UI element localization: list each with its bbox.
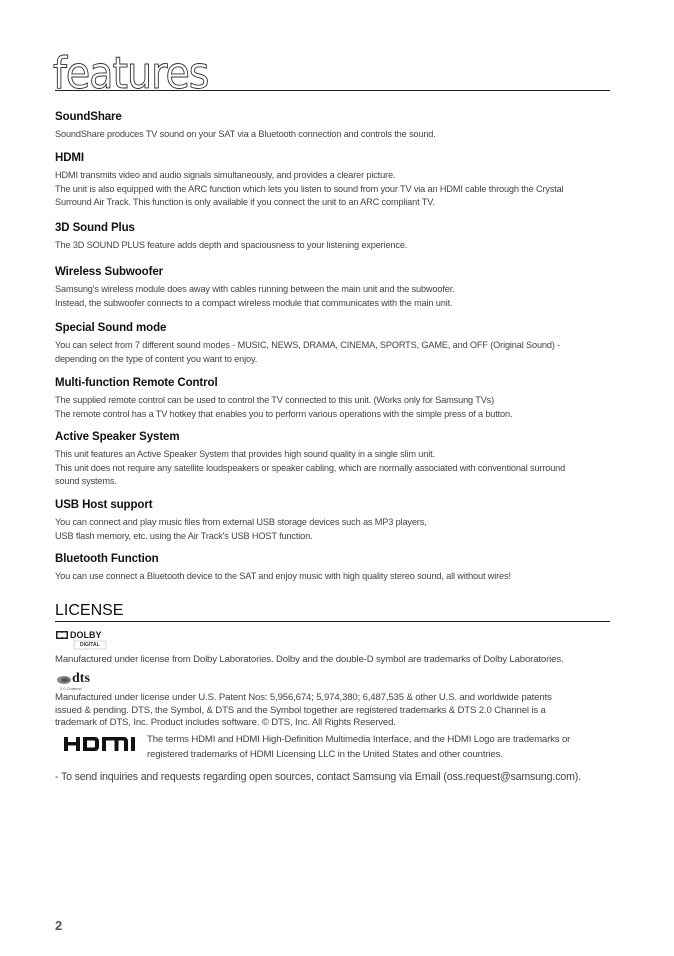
feature-text: This unit does not require any satellite loudspeakers or speaker cabling, which are normally associated with conventional surround bbox=[55, 462, 566, 473]
hdmi-license-line: The terms HDMI and HDMI High-Definition Multimedia Interface, and the HDMI Logo are trademarks or bbox=[147, 734, 571, 745]
dts-logo-word: dts bbox=[72, 671, 90, 686]
feature-heading: HDMI bbox=[55, 152, 84, 164]
feature-heading: USB Host support bbox=[55, 499, 153, 511]
feature-heading: Multi-function Remote Control bbox=[55, 377, 218, 389]
feature-text: depending on the type of content you want to enjoy. bbox=[55, 353, 258, 364]
feature-text: HDMI transmits video and audio signals simultaneously, and provides a clearer picture. bbox=[55, 170, 396, 180]
hdmi-license-text bbox=[147, 732, 570, 762]
feature-text: You can connect and play music files from external USB storage devices such as MP3 players, bbox=[55, 517, 427, 527]
feature-heading: Wireless Subwoofer bbox=[55, 266, 164, 278]
feature-soundshare bbox=[55, 111, 615, 142]
dolby-logo bbox=[56, 630, 108, 650]
feature-3d-sound-plus bbox=[55, 222, 615, 253]
feature-heading: 3D Sound Plus bbox=[55, 222, 135, 234]
feature-text: The supplied remote control can be used to control the TV connected to this unit. (Works only for Samsung TVs) bbox=[55, 395, 495, 405]
feature-text: SoundShare produces TV sound on your SAT via a Bluetooth connection and controls the sound. bbox=[55, 129, 436, 139]
feature-remote-control bbox=[55, 377, 615, 421]
feature-text: You can use connect a Bluetooth device to the SAT and enjoy music with high quality stereo sound, all without wires! bbox=[55, 571, 511, 581]
dts-license-text bbox=[55, 692, 552, 730]
feature-hdmi bbox=[55, 152, 615, 210]
feature-text: Samsung's wireless module does away with cables running between the main unit and the subwoofer. bbox=[55, 284, 455, 294]
hdmi-logo bbox=[64, 736, 140, 752]
feature-text: Instead, the subwoofer connects to a compact wireless module that communicates with the main unit. bbox=[55, 297, 453, 308]
dts-license-line: trademark of DTS, Inc. Product includes software. © DTS, Inc. All Rights Reserved. bbox=[55, 717, 396, 728]
feature-heading: Special Sound mode bbox=[55, 322, 167, 334]
feature-heading: Bluetooth Function bbox=[55, 553, 159, 565]
feature-bluetooth-function bbox=[55, 553, 615, 584]
dts-license-line: Manufactured under license under U.S. Patent Nos: 5,956,674; 5,974,380; 6,487,535 & other U.S. and worldwide patents bbox=[55, 692, 552, 703]
open-source-note: - To send inquiries and requests regarding open sources, contact Samsung via Email (oss.request@samsung.com). bbox=[55, 771, 581, 783]
feature-text: The 3D SOUND PLUS feature adds depth and spaciousness to your listening experience. bbox=[55, 240, 408, 250]
feature-wireless-subwoofer bbox=[55, 266, 615, 310]
feature-text: sound systems. bbox=[55, 476, 117, 486]
dts-logo bbox=[56, 673, 106, 691]
license-heading: LICENSE bbox=[55, 602, 610, 622]
dolby-logo-sub: DIGITAL bbox=[80, 642, 100, 648]
feature-text: This unit features an Active Speaker System that provides high sound quality in a single slim unit. bbox=[55, 449, 435, 459]
feature-special-sound-mode bbox=[55, 322, 615, 366]
feature-active-speaker-system bbox=[55, 431, 615, 489]
hdmi-license-line: registered trademarks of HDMI Licensing LLC in the United States and other countries. bbox=[147, 749, 503, 760]
dts-license-line: issued & pending. DTS, the Symbol, & DTS and the Symbol together are registered trademarks & DTS 2.0 Channel is a bbox=[55, 704, 546, 716]
feature-heading: SoundShare bbox=[55, 111, 122, 123]
feature-heading: Active Speaker System bbox=[55, 431, 180, 443]
feature-text: The remote control has a TV hotkey that enables you to perform various operations with the simple press of a button. bbox=[55, 408, 513, 419]
feature-text: You can select from 7 different sound modes - MUSIC, NEWS, DRAMA, CINEMA, SPORTS, GAME, and OFF (Original Sound) - bbox=[55, 340, 561, 350]
feature-usb-host-support bbox=[55, 499, 615, 543]
dts-logo-sub: 2.0 Channel bbox=[60, 686, 82, 691]
hdmi-logo-mark bbox=[64, 736, 140, 752]
feature-text: The unit is also equipped with the ARC function which lets you listen to sound from your TV via an HDMI cable through the Crystal bbox=[55, 183, 564, 194]
dolby-license-text: Manufactured under license from Dolby Laboratories. Dolby and the double-D symbol are trademarks of Dolby Laboratories. bbox=[55, 654, 564, 665]
page-title-rule bbox=[53, 48, 610, 99]
feature-text: Surround Air Track. This function is only available if you connect the unit to an ARC compliant TV. bbox=[55, 197, 435, 207]
dts-symbol-icon bbox=[56, 675, 72, 685]
feature-text: USB flash memory, etc. using the Air Track's USB HOST function. bbox=[55, 530, 313, 541]
page-title: features bbox=[53, 48, 209, 99]
dolby-logo-word: DOLBY bbox=[70, 630, 102, 640]
page-number: 2 bbox=[55, 918, 63, 933]
